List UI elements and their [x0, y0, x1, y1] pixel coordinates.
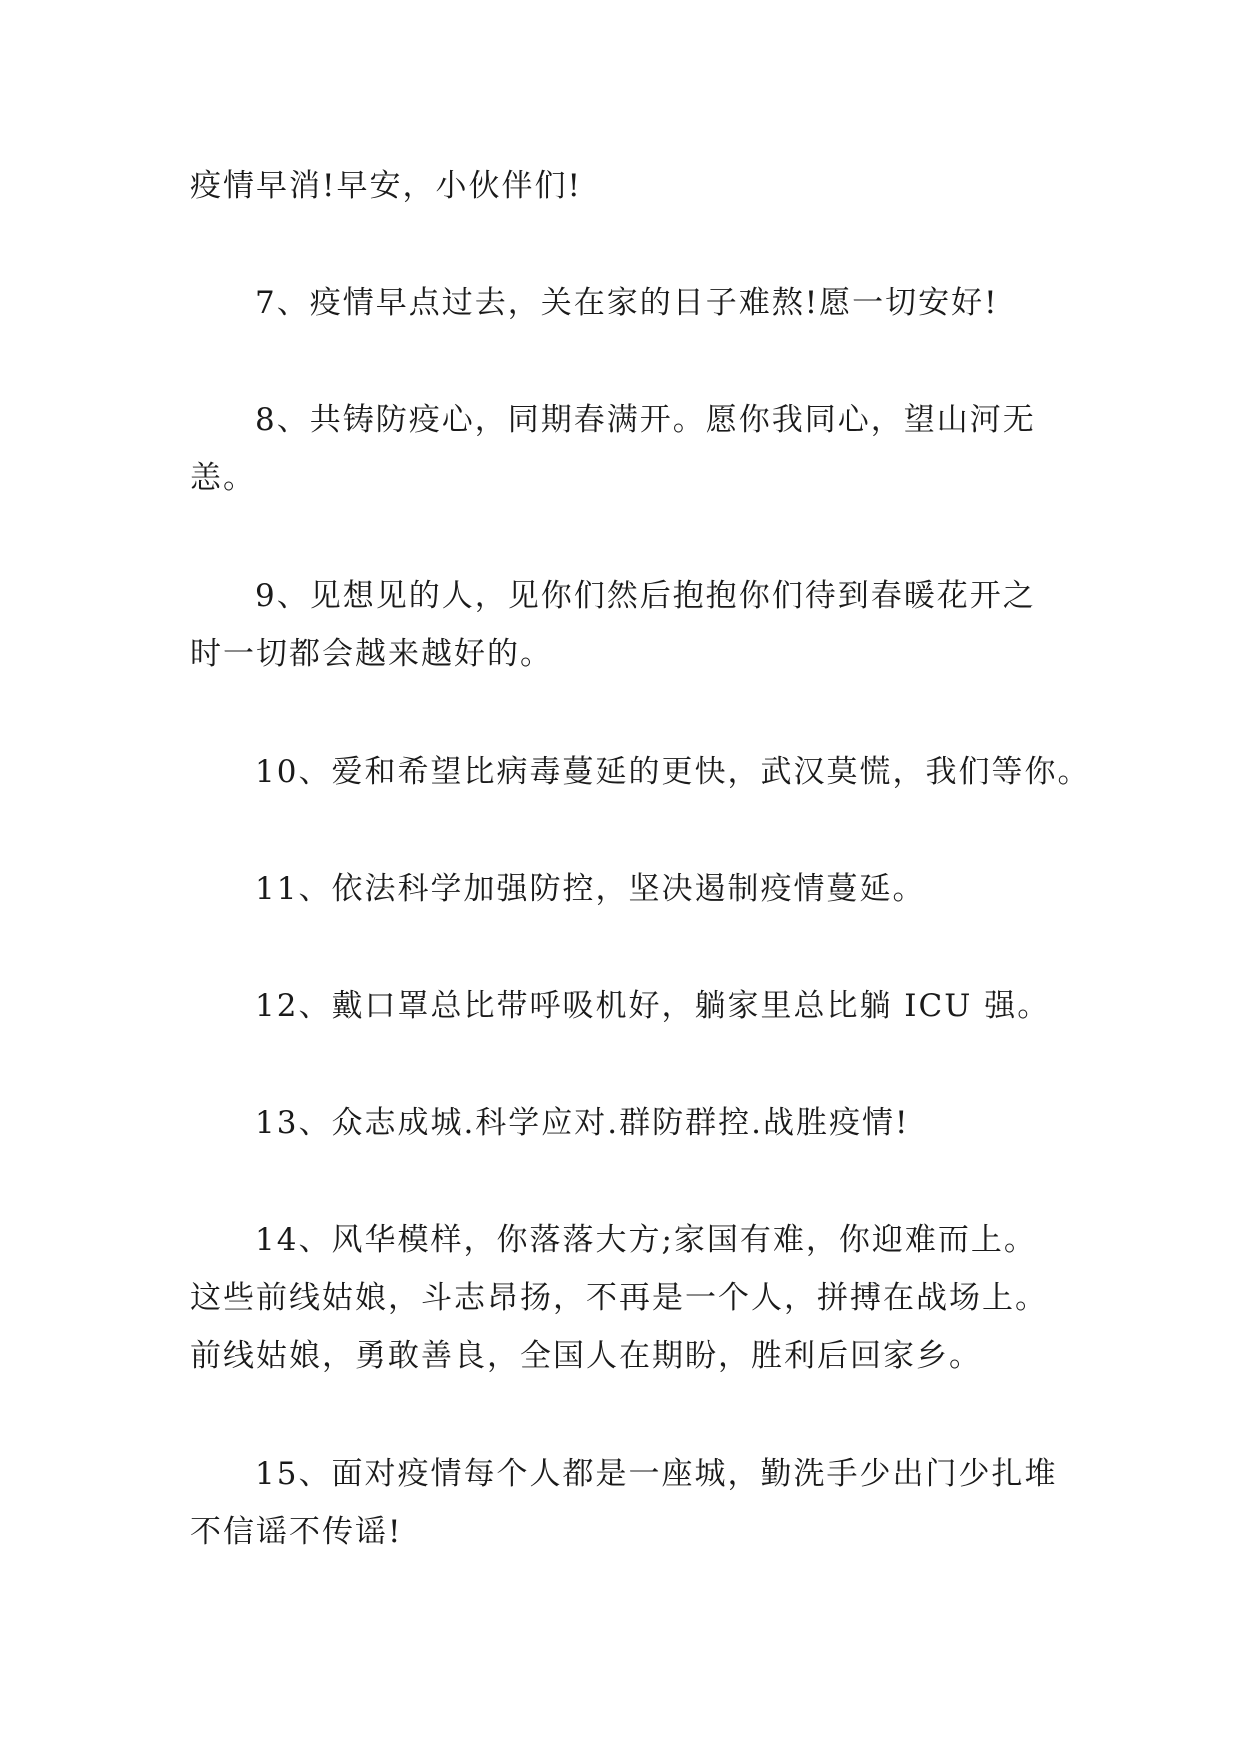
paragraph-item-7: [190, 274, 1070, 332]
paragraph-line: 13、众志成城.科学应对.群防群控.战胜疫情!: [255, 1105, 910, 1141]
paragraph-line: 前线姑娘，勇敢善良，全国人在期盼，胜利后回家乡。: [190, 1338, 982, 1374]
paragraph-item-10: [190, 743, 1091, 801]
paragraph-line: 9、见想见的人，见你们然后抱抱你们待到春暖花开之: [255, 578, 1036, 614]
paragraph-continuation: [190, 157, 1070, 215]
paragraph-line: 12、戴口罩总比带呼吸机好，躺家里总比躺 ICU 强。: [255, 988, 1051, 1024]
paragraph-line: 时一切都会越来越好的。: [190, 636, 553, 672]
paragraph-item-15: [190, 1445, 1070, 1561]
paragraph-item-12: [190, 977, 1070, 1035]
paragraph-item-11: [190, 860, 1070, 918]
paragraph-line: 10、爱和希望比病毒蔓延的更快，武汉莫慌，我们等你。: [255, 754, 1091, 790]
paragraph-item-9: [190, 567, 1070, 683]
paragraph-line: 14、风华模样，你落落大方;家国有难，你迎难而上。: [255, 1222, 1037, 1258]
paragraph-line: 不信谣不传谣!: [190, 1514, 403, 1550]
paragraph-line: 11、依法科学加强防控，坚决遏制疫情蔓延。: [255, 871, 926, 907]
paragraph-line: 15、面对疫情每个人都是一座城，勤洗手少出门少扎堆: [255, 1456, 1058, 1492]
paragraph-line: 7、疫情早点过去，关在家的日子难熬!愿一切安好!: [255, 285, 999, 321]
paragraph-item-13: [190, 1094, 1070, 1152]
paragraph-item-8: [190, 391, 1070, 507]
paragraph-line: 恙。: [190, 460, 256, 496]
paragraph-line: 8、共铸防疫心，同期春满开。愿你我同心，望山河无: [255, 402, 1036, 438]
paragraph-line: 疫情早消!早安，小伙伴们!: [190, 168, 582, 204]
paragraph-item-14: [190, 1211, 1070, 1385]
paragraph-line: 这些前线姑娘，斗志昂扬，不再是一个人，拼搏在战场上。: [190, 1280, 1048, 1316]
